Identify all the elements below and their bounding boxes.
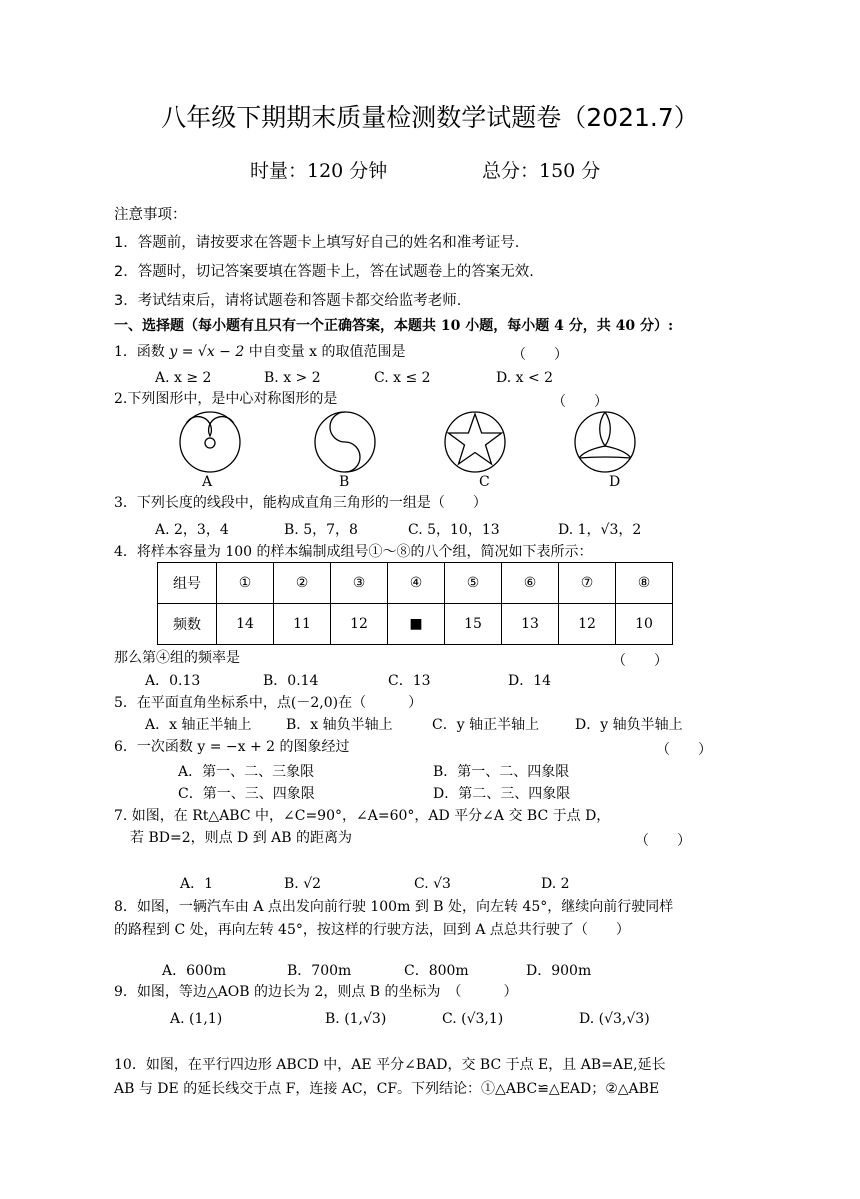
table-cell: 13: [502, 604, 559, 645]
question-1-option-b: B. x > 2: [264, 370, 321, 386]
question-8-line-1: 8．如图，一辆汽车由 A 点出发向前行驶 100m 到 B 处，向左转 45°，继续向前行驶同样: [114, 899, 674, 915]
question-4-option-d: D．14: [508, 673, 552, 689]
question-1-option-c: C. x ≤ 2: [374, 370, 431, 386]
question-5-option-b: B．x 轴负半轴上: [286, 717, 393, 733]
figure-d-icon: [573, 410, 637, 474]
question-2-stem: 2.下列图形中，是中心对称图形的是: [114, 391, 338, 407]
figure-c-icon: [443, 410, 507, 474]
notice-item-1: 1．答题前，请按要求在答题卡上填写好自己的姓名和准考证号.: [114, 235, 520, 251]
question-8-option-b: B．700m: [287, 963, 352, 979]
question-3-stem: 3．下列长度的线段中，能构成直角三角形的一组是（ ）: [114, 495, 487, 511]
question-7-option-a: A．1: [180, 876, 214, 892]
question-6-option-a: A．第一、二、三象限: [178, 764, 315, 780]
figure-d-label: D: [609, 474, 621, 490]
question-8-option-c: C．800m: [404, 963, 469, 979]
question-3-option-c: C. 5，10，13: [408, 522, 500, 538]
question-2-paren: （ ）: [552, 394, 608, 410]
table-cell: ■: [388, 604, 445, 645]
table-cell: ⑧: [616, 563, 673, 604]
question-4-option-c: C．13: [388, 673, 431, 689]
table-cell: ②: [274, 563, 331, 604]
question-5-stem: 5．在平面直角坐标系中，点(－2,0)在（ ）: [114, 695, 423, 711]
table-cell: ⑤: [445, 563, 502, 604]
table-cell: ③: [331, 563, 388, 604]
question-8-line-2: 的路程到 C 处，再向左转 45°，按这样的行驶方法，回到 A 点总共行驶了（ ）: [114, 922, 630, 938]
table-row: [158, 563, 673, 604]
question-6-option-d: D．第二、三、四象限: [433, 786, 571, 802]
figure-c-label: C: [479, 474, 490, 490]
question-5-option-a: A．x 轴正半轴上: [145, 717, 252, 733]
question-4-option-a: A．0.13: [145, 673, 201, 689]
question-1-stem: [114, 344, 406, 361]
table-cell: 15: [445, 604, 502, 645]
question-9-option-c: C. (√3,1): [442, 1011, 504, 1027]
table-cell: ④: [388, 563, 445, 604]
page-title: 八年级下期期末质量检测数学试题卷（2021.7）: [161, 103, 699, 132]
table-cell: 11: [274, 604, 331, 645]
table-cell: ⑦: [559, 563, 616, 604]
question-1-function: y = √x − 2: [169, 344, 245, 360]
question-8-option-a: A．600m: [162, 963, 227, 979]
figure-b-icon: [313, 410, 377, 474]
frequency-table: [157, 562, 673, 645]
table-cell: 10: [616, 604, 673, 645]
question-6-paren: （ ）: [656, 742, 712, 758]
table-cell: 12: [331, 604, 388, 645]
question-7-option-d: D. 2: [541, 876, 570, 892]
question-4-option-b: B．0.14: [263, 673, 319, 689]
question-6-stem: 6．一次函数 y = −x + 2 的图象经过: [114, 739, 350, 755]
section-heading: 一、选择题（每小题有且只有一个正确答案，本题共 10 小题，每小题 4 分，共 40 分）:: [114, 318, 674, 334]
question-8-option-d: D．900m: [526, 963, 592, 979]
question-5-option-c: C．y 轴正半轴上: [432, 717, 540, 733]
notice-item-3: 3．考试结束后，请将试题卷和答题卡都交给监考老师.: [114, 293, 462, 309]
question-7-paren: （ ）: [635, 833, 691, 849]
question-9-option-d: D. (√3,√3): [579, 1011, 650, 1027]
notice-heading: 注意事项：: [114, 207, 187, 223]
question-3-option-a: A. 2，3，4: [155, 522, 229, 538]
question-4-paren: （ ）: [612, 653, 668, 669]
question-4-stem: 4．将样本容量为 100 的样本编制成组号①～⑧的八个组，简况如下表所示：: [114, 544, 593, 560]
question-9-stem: 9．如图，等边△AOB 的边长为 2，则点 B 的坐标为 （ ）: [114, 984, 518, 1000]
notice-item-2: 2．答题时，切记答案要填在答题卡上，答在试题卷上的答案无效.: [114, 264, 534, 280]
question-1-stem-start: 1．函数: [114, 344, 170, 360]
question-10-line-1: 10．如图，在平行四边形 ABCD 中，AE 平分∠BAD，交 BC 于点 E，且 AB=AE,延长: [114, 1057, 666, 1073]
table-cell: ⑥: [502, 563, 559, 604]
table-cell: 12: [559, 604, 616, 645]
question-1-stem-end: 中自变量 x 的取值范围是: [244, 344, 406, 360]
question-4-follow: 那么第④组的频率是: [114, 650, 240, 666]
figure-a-label: A: [202, 474, 213, 490]
table-cell: 14: [217, 604, 274, 645]
question-1-option-d: D. x < 2: [496, 370, 554, 386]
table-header-count: 频数: [158, 604, 217, 645]
question-1-paren: （ ）: [512, 347, 568, 363]
table-cell: ①: [217, 563, 274, 604]
question-7-line-2: 若 BD=2，则点 D 到 AB 的距离为: [130, 830, 353, 846]
figure-b-label: B: [339, 474, 350, 490]
score-label: 总分：150 分: [482, 160, 601, 182]
question-3-option-d: D. 1，√3，2: [558, 522, 642, 538]
question-7-line-1: 7. 如图，在 Rt△ABC 中，∠C=90°，∠A=60°，AD 平分∠A 交 BC 于点 D，: [114, 808, 611, 824]
question-9-option-a: A. (1,1): [170, 1011, 223, 1027]
table-row: [158, 604, 673, 645]
question-7-option-b: B. √2: [284, 876, 322, 892]
time-label: 时量：120 分钟: [250, 160, 388, 182]
question-6-option-c: C．第一、三、四象限: [178, 786, 315, 802]
question-10-line-2: AB 与 DE 的延长线交于点 F，连接 AC，CF。下列结论：①△ABC≌△EAD；②△ABE: [114, 1081, 660, 1097]
question-6-option-b: B．第一、二、四象限: [433, 764, 570, 780]
figure-a-icon: [178, 410, 242, 474]
question-3-option-b: B. 5，7，8: [284, 522, 358, 538]
question-1-option-a: A. x ≥ 2: [155, 370, 212, 386]
question-5-option-d: D．y 轴负半轴上: [575, 717, 683, 733]
question-7-option-c: C. √3: [414, 876, 451, 892]
table-header-group: 组号: [158, 563, 217, 604]
question-9-option-b: B. (1,√3): [325, 1011, 387, 1027]
